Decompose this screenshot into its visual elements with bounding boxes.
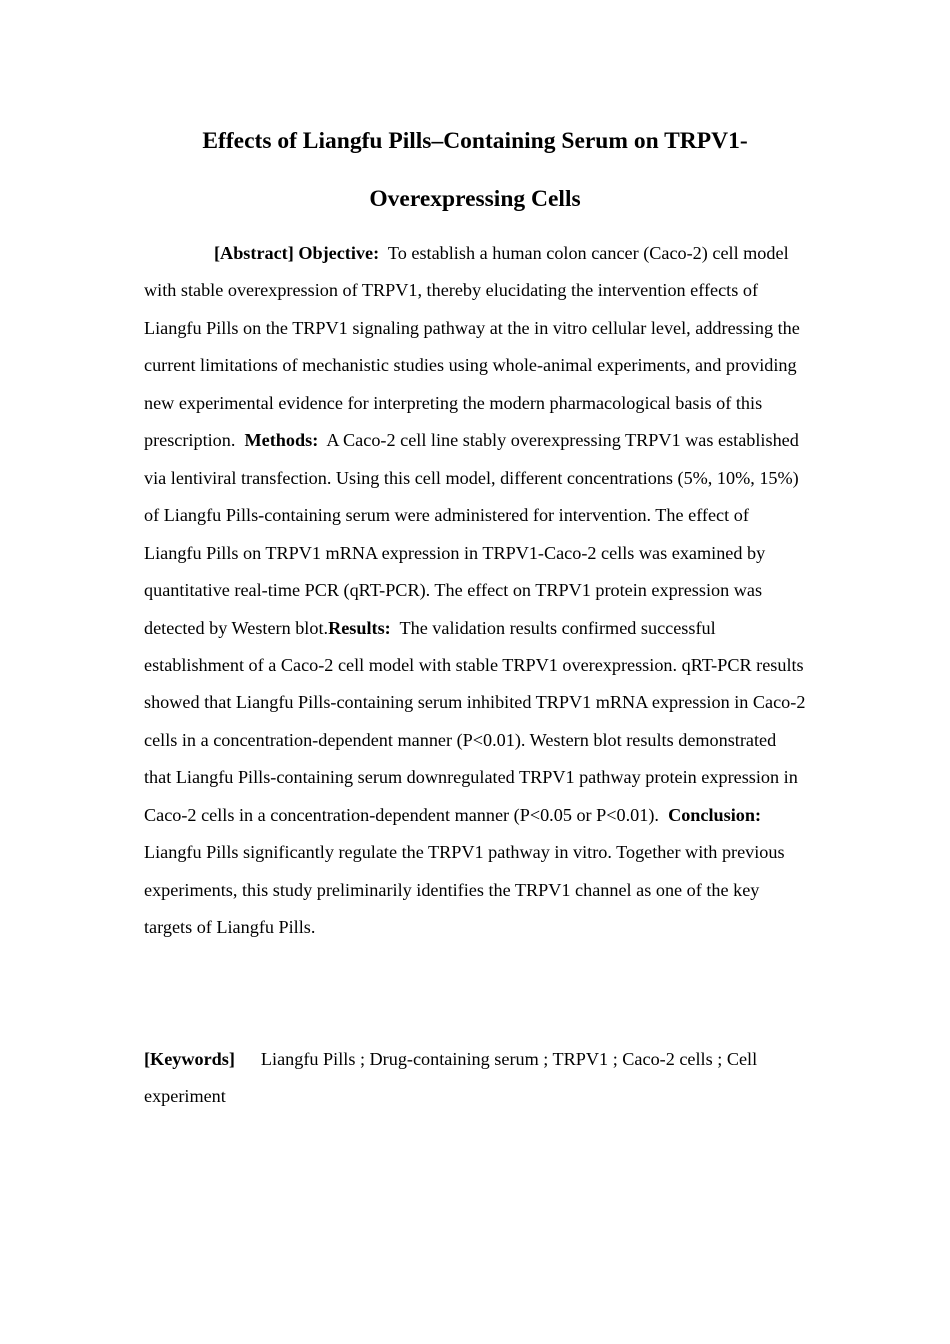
abstract-paragraph — [144, 235, 806, 947]
abstract-methods: A Caco-2 cell line stably overexpressing TRPV1 was established via lentiviral transfection. Using this cell model, different concentrations (5%, 10%, 15%) of Liangfu Pills-containing serum were administered for intervention. The effect of Liangfu Pills on TRPV1 mRNA expression in TRPV1-Caco-2 cells was examined by quantitative real-time PCR (qRT-PCR). The effect on TRPV1 protein expression was detected by Western blot. — [144, 430, 799, 638]
abstract-label: [Abstract] Objective: — [214, 243, 380, 263]
abstract-results: The validation results confirmed successful establishment of a Caco-2 cell model with stable TRPV1 overexpression. qRT-PCR results showed that Liangfu Pills-containing serum inhibited TRPV1 mRNA expression in Caco-2 cells in a concentration-dependent manner (P<0.01). Western blot results demonstrated that Liangfu Pills-containing serum downregulated TRPV1 pathway protein expression in Caco-2 cells in a concentration-dependent manner (P<0.05 or P<0.01). — [144, 617, 806, 825]
conclusion-label: Conclusion: — [668, 804, 762, 825]
abstract-conclusion: Liangfu Pills significantly regulate the TRPV1 pathway in vitro. Together with previous experiments, this study preliminarily identifies the TRPV1 channel as one of the key targets of Liangfu Pills. — [144, 842, 785, 938]
methods-label: Methods: — [244, 430, 319, 451]
keywords-text: Liangfu Pills ; Drug-containing serum ; TRPV1 ; Caco-2 cells ; Cell experiment — [144, 1049, 758, 1107]
title-line-2: Overexpressing Cells — [369, 186, 581, 212]
keywords-label: [Keywords] — [144, 1049, 235, 1069]
keywords-paragraph — [144, 1041, 806, 1116]
results-label: Results: — [328, 617, 391, 638]
title-line-1: Effects of Liangfu Pills–Containing Serum on TRPV1- — [202, 128, 748, 154]
paper-title — [144, 112, 806, 228]
abstract-objective: To establish a human colon cancer (Caco-2) cell model with stable overexpression of TRPV1, thereby elucidating the intervention effects of Liangfu Pills on the TRPV1 signaling pathway at the in vitro cellular level, addressing the current limitations of mechanistic studies using whole-animal experiments, and providing new experimental evidence for interpreting the modern pharmacological basis of this prescription. — [144, 243, 800, 451]
